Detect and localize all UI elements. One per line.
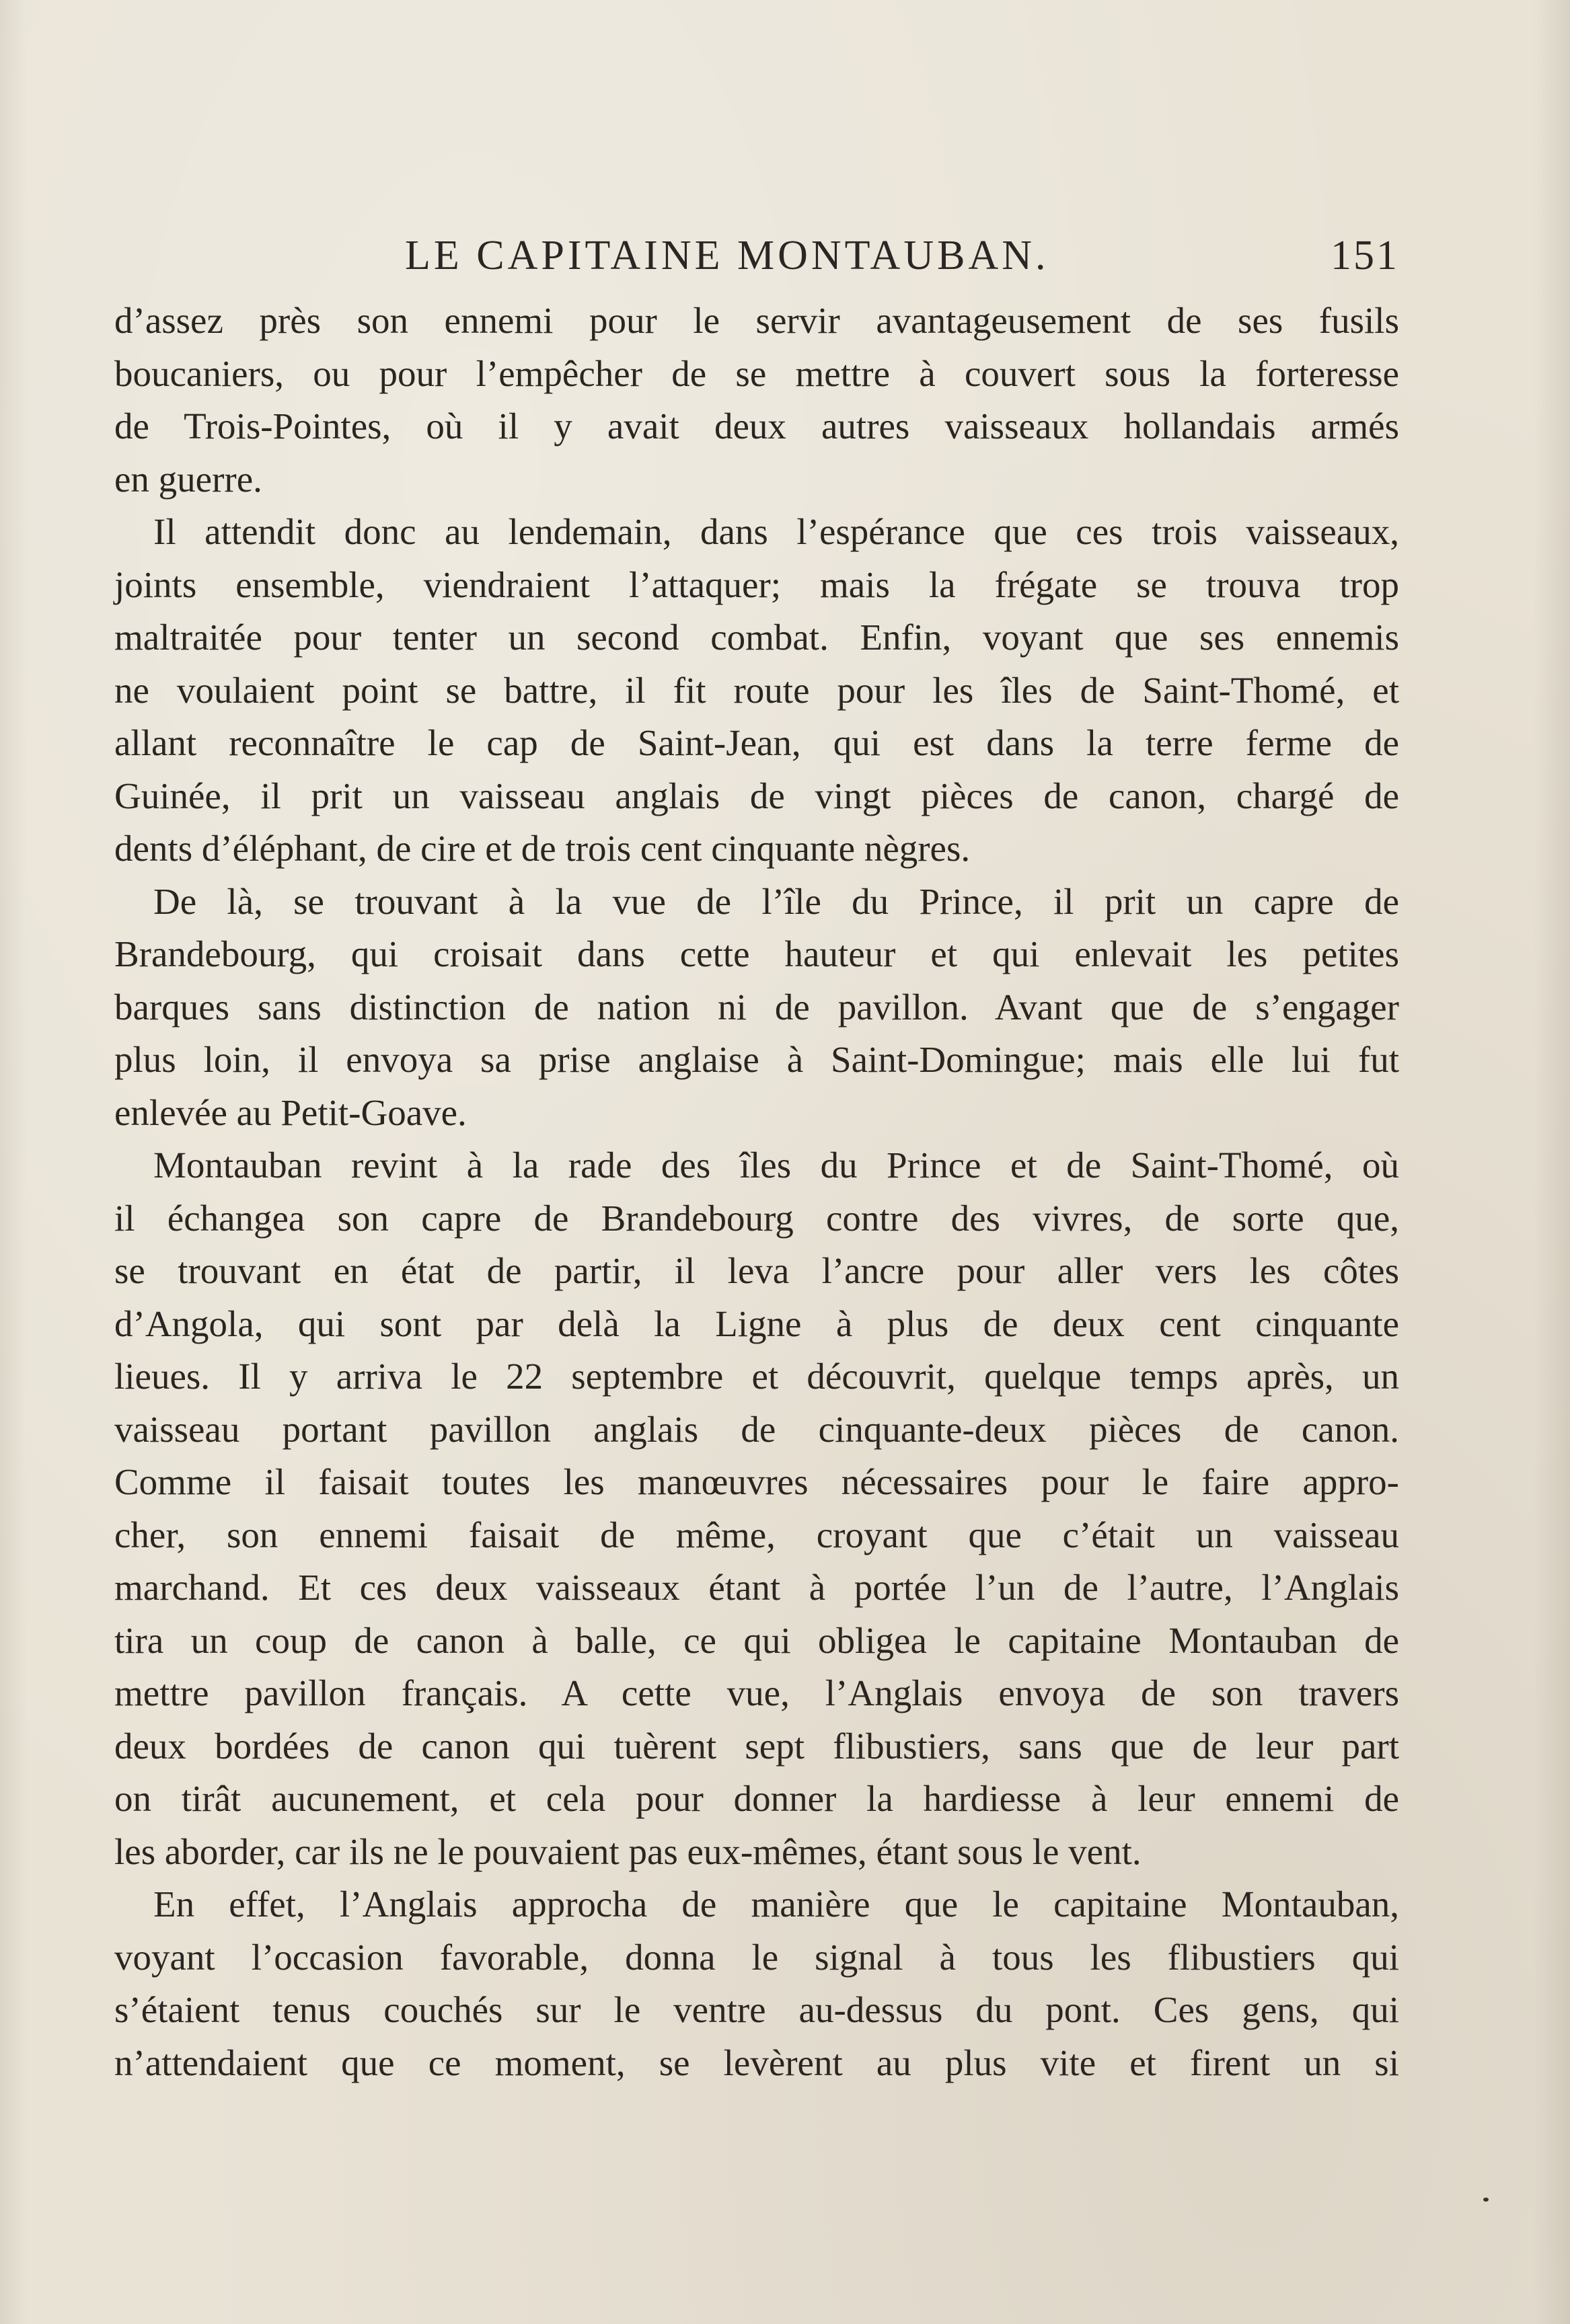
text-line: cher, son ennemi faisait de même, croyant que c’était un vaisseau — [114, 1514, 1399, 1555]
text-line: les aborder, car ils ne le pouvaient pas eux-mêmes, étant sous le vent. — [114, 1830, 1142, 1872]
text-line: en guerre. — [114, 458, 262, 500]
text-line: En effet, l’Anglais approcha de manière que le capitaine Montauban, — [153, 1884, 1399, 1925]
text-line: voyant l’occasion favorable, donna le signal à tous les flibustiers qui — [114, 1936, 1399, 1978]
text-line: Guinée, il prit un vaisseau anglais de vingt pièces de canon, chargé de — [114, 775, 1399, 816]
text-line: boucaniers, ou pour l’empêcher de se mettre à couvert sous la forteresse — [114, 352, 1399, 394]
text-line: d’Angola, qui sont par delà la Ligne à plus de deux cent cinquante — [114, 1303, 1399, 1344]
text-line: maltraitée pour tenter un second combat. Enfin, voyant que ses ennemis — [114, 617, 1399, 658]
text-line: deux bordées de canon qui tuèrent sept flibustiers, sans que de leur part — [114, 1725, 1399, 1767]
text-line: Brandebourg, qui croisait dans cette hauteur et qui enlevait les petites — [114, 933, 1399, 974]
text-line: d’assez près son ennemi pour le servir avantageusement de ses fusils — [114, 300, 1399, 341]
text-line: allant reconnaître le cap de Saint-Jean, qui est dans la terre ferme de — [114, 722, 1399, 763]
text-line: de Trois-Pointes, où il y avait deux autres vaisseaux hollandais armés — [114, 405, 1399, 447]
running-head — [114, 232, 1399, 286]
text-line: marchand. Et ces deux vaisseaux étant à portée l’un de l’autre, l’Anglais — [114, 1567, 1399, 1608]
text-line: ne voulaient point se battre, il fit route pour les îles de Saint-Thomé, et — [114, 669, 1399, 711]
text-line: Comme il faisait toutes les manœuvres nécessaires pour le faire appro- — [114, 1461, 1399, 1502]
text-line: il échangea son capre de Brandebourg contre des vivres, de sorte que, — [114, 1197, 1399, 1239]
text-line: dents d’éléphant, de cire et de trois cent cinquante nègres. — [114, 828, 971, 869]
text-line: plus loin, il envoya sa prise anglaise à Saint-Domingue; mais elle lui fut — [114, 1039, 1399, 1080]
text-line: lieues. Il y arriva le 22 septembre et découvrit, quelque temps après, un — [114, 1356, 1399, 1397]
text-line: n’attendaient que ce moment, se levèrent au plus vite et firent un si — [114, 2042, 1399, 2083]
text-line: on tirât aucunement, et cela pour donner la hardiesse à leur ennemi de — [114, 1778, 1399, 1819]
text-line: se trouvant en état de partir, il leva l’ancre pour aller vers les côtes — [114, 1250, 1399, 1291]
text-line: mettre pavillon français. A cette vue, l’Anglais envoya de son travers — [114, 1672, 1399, 1713]
paper-speck — [1483, 2198, 1489, 2202]
text-line: Montauban revint à la rade des îles du Prince et de Saint-Thomé, où — [153, 1145, 1399, 1186]
page-number: 151 — [1331, 233, 1399, 278]
text-line: joints ensemble, viendraient l’attaquer; mais la frégate se trouva trop — [114, 564, 1399, 605]
text-line: enlevée au Petit-Goave. — [114, 1091, 467, 1133]
body-text — [114, 295, 1399, 2089]
running-title: LE CAPITAINE MONTAUBAN. — [405, 233, 1049, 278]
text-line: Il attendit donc au lendemain, dans l’espérance que ces trois vaisseaux, — [153, 511, 1399, 552]
text-line: tira un coup de canon à balle, ce qui obligea le capitaine Montauban de — [114, 1619, 1399, 1661]
text-line: De là, se trouvant à la vue de l’île du Prince, il prit un capre de — [153, 880, 1399, 922]
text-line: vaisseau portant pavillon anglais de cinquante-deux pièces de canon. — [114, 1408, 1399, 1450]
text-line: s’étaient tenus couchés sur le ventre au-dessus du pont. Ces gens, qui — [114, 1989, 1399, 2030]
text-line: barques sans distinction de nation ni de pavillon. Avant que de s’engager — [114, 986, 1399, 1028]
